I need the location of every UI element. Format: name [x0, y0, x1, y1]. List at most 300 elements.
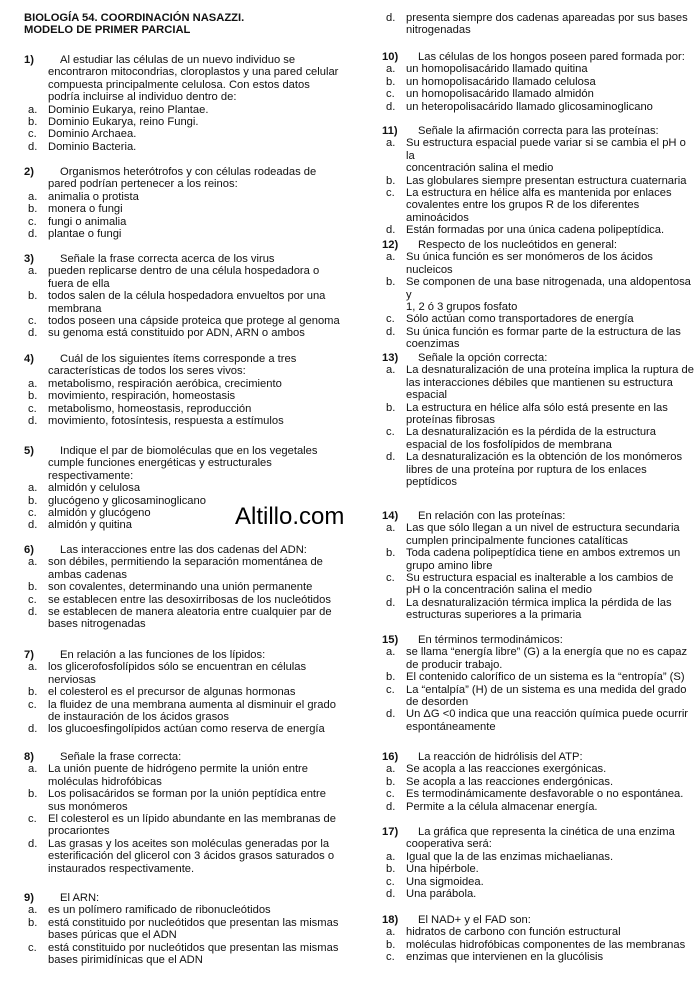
answer-option: [382, 63, 694, 75]
option-letter: c.: [386, 88, 395, 101]
answer-option: [382, 708, 694, 733]
question: [24, 892, 344, 966]
option-line: nucleicos: [406, 263, 453, 276]
question-number: 11): [382, 125, 398, 137]
option-line: un homopolisacárido llamado almidón: [406, 88, 594, 101]
answer-option: [24, 813, 344, 838]
option-line: Dominio Eukarya, reino Fungi.: [48, 116, 199, 129]
answer-option: [24, 265, 344, 290]
option-letter: a.: [28, 763, 38, 776]
answer-option: [24, 228, 344, 240]
option-letter: b.: [28, 116, 38, 129]
option-text: [406, 88, 694, 100]
question-number: 10): [382, 51, 399, 63]
option-text: [406, 876, 694, 888]
option-text: [48, 203, 344, 215]
option-text: [48, 290, 344, 315]
stem-line: cumple funciones energéticas y estructurales: [48, 457, 272, 470]
answer-option: [382, 888, 694, 900]
answer-option: [382, 187, 694, 224]
option-text: [48, 403, 344, 415]
option-line: Dominio Eukarya, reino Plantae.: [48, 103, 209, 116]
option-line: Su estructura espacial es inalterable a los cambios de: [406, 572, 674, 585]
option-line: espacial: [406, 389, 448, 402]
answer-option: [382, 402, 694, 427]
question-stem: [382, 125, 694, 137]
question-number: 16): [382, 751, 399, 763]
option-letter: d.: [28, 723, 38, 736]
answer-option: [382, 851, 694, 863]
option-letter: c.: [28, 402, 37, 415]
option-line: son covalentes, determinando una unión permanente: [48, 581, 313, 594]
option-text: [48, 482, 344, 494]
question: [382, 634, 694, 733]
stem-line: Indique el par de biomoléculas que en los vegetales: [60, 445, 318, 457]
option-letter: b.: [28, 290, 38, 303]
answer-option: [382, 547, 694, 572]
stem-line: Respecto de los nucleótidos en general:: [418, 239, 618, 251]
answer-option: [24, 482, 344, 494]
question-text: [48, 253, 344, 265]
answer-option: [382, 951, 694, 963]
answer-option: [382, 522, 694, 547]
option-letter: b.: [386, 671, 396, 684]
answer-option: [24, 390, 344, 402]
option-text: [406, 402, 694, 427]
option-line: Están formadas por una única cadena polipeptídica.: [406, 224, 665, 237]
option-text: [48, 216, 344, 228]
stem-line: cooperativa será:: [406, 838, 492, 851]
option-line: animalia o protista: [48, 190, 139, 203]
answer-option: [24, 594, 344, 606]
option-letter: a.: [386, 926, 396, 939]
option-line: membrana: [48, 302, 102, 315]
stem-line: encontraron mitocondrias, cloroplastos y una pared celular: [48, 66, 339, 79]
option-text: [48, 788, 344, 813]
option-text: [48, 327, 344, 339]
option-line: moléculas hidrofóbicas componentes de las membranas: [406, 938, 686, 951]
question-stem: [24, 649, 344, 661]
option-line: los glicerofosfolípidos sólo se encuentran en células: [48, 661, 307, 674]
answer-option: [382, 451, 694, 488]
watermark: Altillo.com: [235, 503, 345, 530]
option-letter: a.: [386, 646, 396, 659]
stem-line: Las interacciones entre las dos cadenas del ADN:: [60, 544, 307, 556]
option-letter: c.: [28, 507, 37, 520]
stem-line: Organismos heterótrofos y con células rodeadas de: [60, 166, 317, 178]
option-letter: a.: [386, 850, 396, 863]
option-line: Su estructura espacial puede variar si se cambia el pH o la: [406, 137, 686, 162]
question-number: 7): [24, 649, 34, 661]
stem-line: La gráfica que representa la cinética de una enzima: [418, 826, 675, 838]
option-letter: c.: [28, 128, 37, 141]
stem-line: características de todos los seres vivos:: [48, 365, 246, 378]
option-line: de instauración de los ácidos grasos: [48, 711, 229, 724]
question-text: [406, 826, 694, 851]
option-letter: b.: [28, 581, 38, 594]
option-text: [406, 451, 694, 488]
option-line: glucógeno y glicosaminoglicano: [48, 494, 206, 507]
option-line: los glucoesfingolípidos actúan como reserva de energía: [48, 723, 325, 736]
option-line: metabolismo, respiración aeróbica, crecimiento: [48, 377, 282, 390]
option-line: bases púricas que el ADN: [48, 929, 177, 942]
stem-line: pared podrían pertenecer a los reinos:: [48, 178, 238, 191]
question: [382, 914, 694, 964]
question-number: 12): [382, 239, 399, 251]
option-text: [48, 661, 344, 686]
option-letter: d.: [386, 451, 396, 464]
option-line: La desnaturalización es la pérdida de la estructura: [406, 426, 657, 439]
question-text: [48, 445, 344, 482]
option-letter: d.: [386, 596, 396, 609]
question: [24, 353, 344, 427]
option-text: [406, 101, 694, 113]
option-letter: b.: [386, 174, 396, 187]
question-stem: [24, 54, 344, 104]
question-text: [48, 649, 344, 661]
answer-option: [24, 141, 344, 153]
question: [24, 166, 344, 240]
option-letter: d.: [386, 224, 396, 237]
option-line: concentración salina el medio: [406, 162, 554, 175]
option-line: coenzimas: [406, 338, 460, 351]
option-text: [406, 646, 694, 671]
option-line: su genoma está constituido por ADN, ARN o ambos: [48, 327, 305, 340]
answer-option: [382, 863, 694, 875]
option-line: espontáneamente: [406, 720, 496, 733]
option-letter: a.: [28, 377, 38, 390]
option-text: [406, 708, 694, 733]
option-line: Sólo actúan como transportadores de energía: [406, 313, 634, 326]
option-text: [48, 838, 344, 875]
question-text: [406, 125, 694, 137]
answer-option: [382, 276, 694, 313]
stem-line: Al estudiar las células de un nuevo individuo se: [60, 54, 296, 66]
question-stem: [24, 751, 344, 763]
option-line: Los polisacáridos se forman por la unión peptídica entre: [48, 788, 326, 801]
option-letter: c.: [386, 951, 395, 964]
question-stem: [24, 544, 344, 556]
question-text: [406, 239, 694, 251]
option-letter: d.: [28, 228, 38, 241]
answer-option: [24, 904, 344, 916]
stem-line: respectivamente:: [48, 469, 134, 482]
answer-option: [382, 175, 694, 187]
option-line: de desorden: [406, 696, 469, 709]
option-line: La estructura en hélice alfa es mantenida por enlaces: [406, 187, 672, 200]
stem-line: compuesta principalmente celulosa. Con estos datos: [48, 78, 310, 91]
answer-option: [24, 104, 344, 116]
option-line: bases nitrogenadas: [48, 618, 146, 631]
answer-option: [382, 76, 694, 88]
option-line: aminoácidos: [406, 211, 469, 224]
option-letter: a.: [28, 103, 38, 116]
question-stem: [24, 353, 344, 378]
option-letter: d.: [28, 415, 38, 428]
question-number: 4): [24, 353, 34, 365]
option-letter: a.: [28, 265, 38, 278]
question-number: 1): [24, 54, 34, 66]
option-text: [406, 76, 694, 88]
option-text: [406, 276, 694, 313]
option-text: [48, 556, 344, 581]
option-line: Se acopla a las reacciones endergónicas.: [406, 775, 614, 788]
option-text: [406, 175, 694, 187]
option-text: [406, 671, 694, 683]
answer-option: [382, 364, 694, 401]
answer-option: [24, 606, 344, 631]
answer-option: [382, 572, 694, 597]
stem-line: Señale la frase correcta:: [60, 751, 182, 763]
option-letter: c.: [28, 215, 37, 228]
option-text: [406, 137, 694, 174]
option-line: un homopolisacárido llamado quitina: [406, 63, 588, 76]
option-text: [48, 104, 344, 116]
option-line: espacial de los fosfolípidos de membrana: [406, 438, 612, 451]
question-text: [406, 510, 694, 522]
question: [24, 544, 344, 631]
option-text: [406, 364, 694, 401]
option-text: [406, 597, 694, 622]
option-line: Dominio Archaea.: [48, 128, 137, 141]
option-line: Igual que la de las enzimas michaelianas.: [406, 850, 614, 863]
option-text: [48, 128, 344, 140]
answer-option: [24, 699, 344, 724]
option-letter: a.: [386, 251, 396, 264]
option-letter: c.: [386, 187, 395, 200]
question-number: 9): [24, 892, 34, 904]
question-stem: [24, 892, 344, 904]
stem-line: Señale la opción correcta:: [418, 352, 548, 364]
option-letter: c.: [386, 426, 395, 439]
answer-option: [382, 137, 694, 174]
stem-line: Señale la afirmación correcta para las proteínas:: [418, 125, 659, 137]
option-letter: b.: [386, 401, 396, 414]
option-line: La desnaturalización térmica implica la pérdida de las: [406, 596, 672, 609]
question-number: 15): [382, 634, 399, 646]
question-text: [48, 751, 344, 763]
question-number: 5): [24, 445, 34, 457]
option-text: [48, 191, 344, 203]
answer-option: [24, 723, 344, 735]
answer-option: [382, 426, 694, 451]
question: [382, 510, 694, 622]
option-letter: a.: [28, 190, 38, 203]
option-letter: c.: [386, 788, 395, 801]
option-text: [48, 390, 344, 402]
option-letter: d.: [386, 12, 396, 24]
stem-line: Señale la frase correcta acerca de los virus: [60, 253, 275, 265]
option-letter: c.: [28, 315, 37, 328]
question-text: [48, 544, 344, 556]
answer-option: [382, 251, 694, 276]
option-text: [48, 315, 344, 327]
option-text: [48, 723, 344, 735]
option-line: Una hipérbole.: [406, 863, 479, 876]
option-letter: b.: [386, 75, 396, 88]
option-line: instaurados respectivamente.: [48, 862, 195, 875]
question-stem: [382, 352, 694, 364]
option-letter: c.: [386, 313, 395, 326]
option-letter: a.: [386, 137, 396, 150]
question: [382, 12, 694, 37]
question-number: 2): [24, 166, 34, 178]
option-text: [48, 763, 344, 788]
option-text: [48, 606, 344, 631]
option-line: metabolismo, homeostasis, reproducción: [48, 402, 252, 415]
option-line: Es termodinámicamente desfavorable o no espontánea.: [406, 788, 684, 801]
option-text: [406, 888, 694, 900]
option-line: covalentes entre los grupos R de los diferentes: [406, 199, 640, 212]
question-text: [406, 914, 694, 926]
answer-option: [382, 646, 694, 671]
option-line: proteínas fibrosas: [406, 414, 495, 427]
answer-option: [24, 942, 344, 967]
option-letter: d.: [386, 708, 396, 721]
option-line: Su única función es formar parte de la estructura de las: [406, 325, 681, 338]
option-line: un heteropolisacárido llamado glicosaminoglicano: [406, 100, 653, 113]
question-text: [48, 54, 344, 104]
option-text: [406, 801, 694, 813]
option-line: La estructura en hélice alfa sólo está presente en las: [406, 401, 668, 414]
option-line: esterificación del glicerol con 3 ácidos grasos saturados o: [48, 850, 335, 863]
option-line: La unión puente de hidrógeno permite la unión entre: [48, 763, 308, 776]
option-letter: a.: [386, 364, 396, 377]
question-number: 14): [382, 510, 399, 522]
answer-option: [382, 926, 694, 938]
option-line: grupo amino libre: [406, 559, 493, 572]
answer-option: [382, 597, 694, 622]
option-line: es un polímero ramificado de ribonucleótidos: [48, 904, 271, 917]
answer-option: [382, 671, 694, 683]
option-line: pH o la concentración salina el medio: [406, 584, 592, 597]
option-letter: d.: [28, 606, 38, 619]
question-text: [406, 634, 694, 646]
question: [382, 352, 694, 488]
option-text: [406, 863, 694, 875]
option-letter: c.: [28, 941, 37, 954]
question-stem: [382, 751, 694, 763]
option-line: se llama “energía libre” (G) a la energía que no es capaz: [406, 646, 688, 659]
option-line: se establecen de manera aleatoria entre cualquier par de: [48, 606, 332, 619]
question-stem: [382, 914, 694, 926]
answer-option: [382, 788, 694, 800]
option-line: La desnaturalización de una proteína implica la ruptura de: [406, 364, 694, 377]
question: [382, 51, 694, 113]
option-line: almidón y celulosa: [48, 482, 141, 495]
answer-option: [24, 378, 344, 390]
question-number: 18): [382, 914, 399, 926]
option-letter: c.: [28, 813, 37, 826]
question-text: [48, 892, 344, 904]
question-text: [406, 751, 694, 763]
option-letter: a.: [386, 763, 396, 776]
answer-option: [24, 403, 344, 415]
answer-option: [382, 326, 694, 351]
option-letter: b.: [386, 863, 396, 876]
answer-option: [382, 801, 694, 813]
title-line-2: MODELO DE PRIMER PARCIAL: [24, 24, 191, 37]
answer-option: [24, 128, 344, 140]
option-text: [48, 686, 344, 698]
question-text: [406, 51, 694, 63]
option-line: La desnaturalización es la obtención de los monómeros: [406, 451, 683, 464]
option-text: [48, 581, 344, 593]
option-letter: b.: [386, 938, 396, 951]
option-text: [48, 415, 344, 427]
stem-line: El ARN:: [60, 892, 100, 904]
answer-option: [382, 776, 694, 788]
option-letter: b.: [28, 390, 38, 403]
option-text: [406, 851, 694, 863]
option-line: la fluidez de una membrana aumenta al disminuir el grado: [48, 698, 336, 711]
option-text: [406, 251, 694, 276]
option-line: Permite a la célula almacenar energía.: [406, 800, 598, 813]
stem-line: En términos termodinámicos:: [418, 634, 563, 646]
question-number: 8): [24, 751, 34, 763]
option-letter: c.: [386, 572, 395, 585]
option-letter: d.: [28, 327, 38, 340]
option-line: nerviosas: [48, 673, 96, 686]
question-stem: [382, 826, 694, 851]
answer-option: [24, 838, 344, 875]
question-stem: [382, 634, 694, 646]
option-text: [406, 326, 694, 351]
option-line: todos salen de la célula hospedadora envueltos por una: [48, 290, 326, 303]
answer-option: [24, 116, 344, 128]
option-line: ambas cadenas: [48, 568, 127, 581]
option-line: Su única función es ser monómeros de los ácidos: [406, 251, 653, 264]
option-line: La “entalpía” (H) de un sistema es una medida del grado: [406, 683, 687, 696]
option-line: El contenido calorífico de un sistema es la “entropía” (S): [406, 671, 685, 684]
question-number: 3): [24, 253, 34, 265]
option-line: plantae o fungi: [48, 228, 122, 241]
answer-option: [24, 686, 344, 698]
option-line: procariontes: [48, 825, 110, 838]
option-line: movimiento, respiración, homeostasis: [48, 390, 236, 403]
answer-option: [24, 661, 344, 686]
option-line: Dominio Bacteria.: [48, 140, 137, 153]
option-line: un homopolisacárido llamado celulosa: [406, 75, 596, 88]
option-text: [48, 942, 344, 967]
answer-option: [382, 224, 694, 236]
option-letter: a.: [28, 556, 38, 569]
option-text: [48, 141, 344, 153]
option-letter: b.: [28, 788, 38, 801]
option-text: [406, 187, 694, 224]
option-letter: b.: [386, 276, 396, 289]
question: [382, 826, 694, 900]
option-line: Las globulares siempre presentan estructura cuaternaria: [406, 174, 687, 187]
question: [24, 649, 344, 736]
option-letter: c.: [28, 698, 37, 711]
stem-line: Cuál de los siguientes ítems corresponde a tres: [60, 353, 297, 365]
option-text: [406, 926, 694, 938]
stem-line: La reacción de hidrólisis del ATP:: [418, 751, 583, 763]
answer-option: [24, 917, 344, 942]
answer-option: [382, 763, 694, 775]
option-line: Las que sólo llegan a un nivel de estructura secundaria: [406, 522, 680, 535]
option-letter: d.: [28, 519, 38, 532]
option-letter: d.: [386, 100, 396, 113]
answer-option: [382, 876, 694, 888]
option-line: Se acopla a las reacciones exergónicas.: [406, 763, 607, 776]
answer-option: [382, 88, 694, 100]
option-text: [48, 699, 344, 724]
option-text: [406, 313, 694, 325]
option-letter: b.: [28, 203, 38, 216]
option-letter: d.: [386, 888, 396, 901]
